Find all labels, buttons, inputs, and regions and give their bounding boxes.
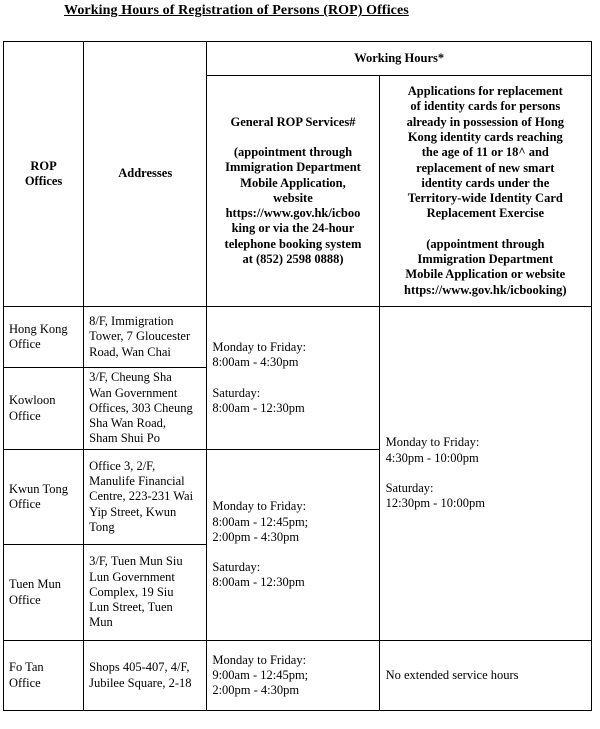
- general-note-line: website: [273, 190, 313, 205]
- replacement-title-line: replacement of new smart: [416, 160, 555, 175]
- weekday-label: Monday to Friday:: [212, 339, 307, 354]
- table-row: [4, 641, 592, 711]
- address-line: Wan Government: [89, 385, 178, 400]
- general-title: General ROP Services#: [230, 114, 356, 129]
- office-name-line: Office: [9, 337, 41, 351]
- general-note-line: at (852) 2598 0888): [242, 252, 344, 267]
- replacement-title-line: Kong identity cards reaching: [407, 129, 563, 144]
- replacement-title-line: already in possession of Hong: [406, 114, 565, 129]
- address-line: Jubilee Square, 2-18: [89, 675, 192, 690]
- saturday-label: Saturday:: [212, 385, 261, 400]
- office-name: [4, 545, 84, 641]
- weekday-hours: 4:30pm - 10:00pm: [385, 450, 479, 465]
- weekday-hours: 2:00pm - 4:30pm: [212, 529, 300, 544]
- saturday-label: Saturday:: [385, 481, 434, 495]
- general-hours-cell: [207, 450, 379, 641]
- address-line: Sha Wan Road,: [89, 416, 167, 431]
- weekday-hours: 9:00am - 12:45pm;: [212, 667, 309, 682]
- office-address: [84, 450, 207, 545]
- general-hours-cell: [207, 641, 379, 711]
- weekday-hours: 8:00am - 4:30pm: [212, 355, 299, 370]
- office-name-line: Kowloon: [9, 393, 56, 408]
- header-general-services: [207, 76, 379, 307]
- general-hours-cell: [207, 307, 379, 450]
- general-note-line: https://www.gov.hk/icboo: [225, 206, 361, 221]
- header-offices-line: Offices: [24, 174, 63, 188]
- paragraph-gap: [211, 130, 374, 145]
- office-name: [4, 368, 84, 450]
- header-addresses: Addresses: [84, 42, 207, 307]
- office-name: [4, 307, 84, 368]
- address-line: Tong: [89, 519, 115, 534]
- header-offices: [4, 42, 84, 307]
- address-line: Offices, 303 Cheung: [89, 400, 193, 415]
- page-title: Working Hours of Registration of Persons (ROP) Offices: [64, 3, 409, 18]
- replacement-title-line: Applications for replacement: [407, 84, 563, 99]
- replacement-title-line: of identity cards for persons: [410, 99, 561, 114]
- general-note-line: telephone booking system: [224, 236, 362, 251]
- general-note-line: Mobile Application,: [240, 175, 346, 190]
- replacement-note-line: Immigration Department: [417, 252, 554, 267]
- saturday-hours: 12:30pm - 10:00pm: [385, 496, 485, 511]
- table-row: [4, 307, 592, 368]
- saturday-hours: 8:00am - 12:30pm: [212, 400, 305, 415]
- paragraph-gap: [386, 466, 588, 481]
- address-line: Complex, 19 Siu: [89, 584, 174, 599]
- address-line: Mun: [89, 615, 113, 630]
- general-note-line: Immigration Department: [225, 160, 361, 175]
- replacement-title-line: the age of 11 or 18^ and: [421, 145, 549, 160]
- paragraph-gap: [212, 371, 375, 386]
- office-name: [4, 641, 84, 711]
- replacement-title-line: Territory-wide Identity Card: [407, 191, 563, 206]
- replacement-note-line: Mobile Application or website: [405, 267, 566, 282]
- header-row-working-hours: [4, 42, 592, 76]
- address-line: Sham Shui Po: [89, 431, 160, 446]
- office-name-line: Office: [9, 408, 41, 423]
- address-line: Road, Wan Chai: [89, 344, 171, 359]
- address-line: Lun Street, Tuen: [89, 600, 173, 615]
- office-name-line: Office: [9, 675, 41, 690]
- address-line: 3/F, Cheung Sha: [89, 370, 172, 385]
- replacement-title-line: Replacement Exercise: [426, 206, 545, 221]
- office-name-line: Office: [9, 497, 41, 511]
- replacement-note-line: https://www.gov.hk/icbooking): [404, 282, 567, 297]
- office-address: [84, 368, 207, 450]
- address-line: Manulife Financial: [89, 474, 185, 489]
- office-name: [4, 450, 84, 545]
- weekday-hours: 8:00am - 12:45pm;: [212, 514, 309, 529]
- office-name-line: Hong Kong: [9, 321, 68, 336]
- address-line: Yip Street, Kwun: [89, 504, 177, 519]
- office-name-line: Office: [9, 592, 41, 607]
- paragraph-gap: [212, 545, 375, 560]
- extended-hours-cell: [379, 307, 591, 641]
- header-replacement-services: [379, 76, 591, 307]
- saturday-label: Saturday:: [212, 560, 261, 575]
- replacement-title-line: identity cards under the: [421, 175, 550, 190]
- office-address: [84, 307, 207, 368]
- general-note-line: king or via the 24-hour: [231, 221, 355, 236]
- weekday-label: Monday to Friday:: [212, 499, 307, 514]
- address-line: 3/F, Tuen Mun Siu: [89, 554, 183, 569]
- weekday-hours: 2:00pm - 4:30pm: [212, 683, 300, 698]
- general-note-line: (appointment through: [233, 144, 353, 159]
- address-line: Centre, 223-231 Wai: [89, 489, 194, 504]
- saturday-hours: 8:00am - 12:30pm: [212, 575, 305, 590]
- header-offices-line: ROP: [30, 158, 57, 173]
- replacement-note-line: (appointment through: [426, 236, 545, 251]
- weekday-label: Monday to Friday:: [385, 435, 480, 450]
- office-name-line: Fo Tan: [9, 660, 44, 675]
- address-line: Tower, 7 Gloucester: [89, 329, 191, 344]
- address-line: Lun Government: [89, 569, 175, 584]
- office-address: [84, 545, 207, 641]
- address-line: 8/F, Immigration: [89, 314, 174, 329]
- extended-hours-cell: No extended service hours: [379, 641, 591, 711]
- address-line: Office 3, 2/F,: [89, 458, 156, 473]
- address-line: Shops 405-407, 4/F,: [89, 660, 190, 675]
- paragraph-gap: [384, 222, 587, 237]
- office-name-line: Kwun Tong: [9, 481, 68, 496]
- office-address: [84, 641, 207, 711]
- office-name-line: Tuen Mun: [9, 577, 61, 592]
- weekday-label: Monday to Friday:: [212, 652, 307, 667]
- rop-hours-table: [3, 41, 592, 711]
- header-working-hours: Working Hours*: [207, 42, 592, 76]
